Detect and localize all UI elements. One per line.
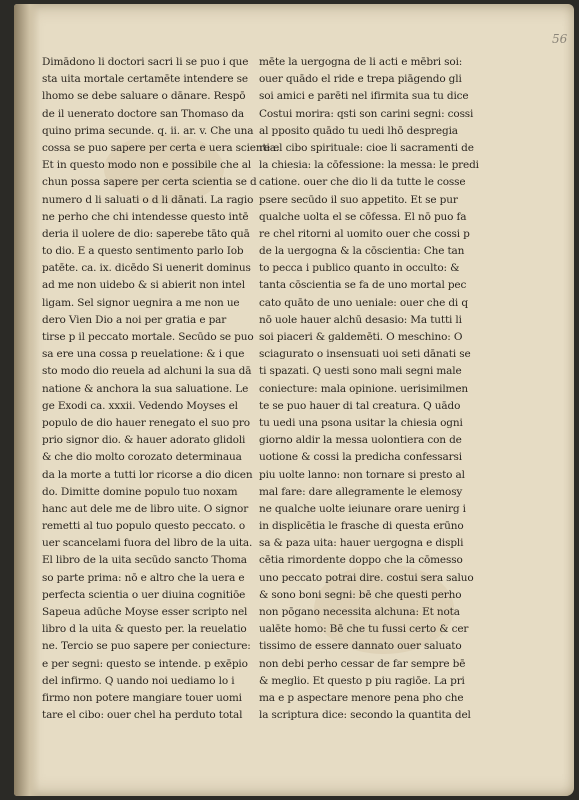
text-line: prio signor dio. & hauer adorato glidoli (42, 434, 246, 447)
text-line: remetti al tuo populo questo peccato. o (42, 520, 246, 533)
text-line: deria il uolere de dio: saperebe tāto quā (42, 227, 250, 240)
text-line: cētia rimordente doppo che la cōmesso (259, 554, 463, 567)
text-line: firmo non potere mangiare touer uomi (42, 691, 242, 704)
text-line: perfecta scientia o uer diuina cognitiōe (42, 588, 246, 601)
text-line: hanc aut dele me de libro uite. O signor (42, 502, 249, 515)
text-line: soi amici e parēti nel ifirmita sua tu dice (259, 90, 469, 103)
text-line: & che dio molto corozato determinaua (42, 451, 242, 464)
text-line: in displicētia le frasche di questa erūno (259, 520, 464, 533)
page-gutter (14, 4, 40, 796)
text-line: & meglio. Et questo p piu ragiōe. La pri (259, 674, 465, 687)
text-line: tare el cibo: ouer chel ha perduto total (42, 709, 243, 722)
text-line: soi piaceri & galdemēti. O meschino: O (259, 331, 463, 343)
text-line: natione & anchora la sua saluatione. Le (42, 382, 249, 395)
text-line: ne. Tercio se puo sapere per coniecture: (42, 640, 251, 653)
text-line: patēte. ca. ix. dicēdo Si uenerit dominus (42, 262, 251, 275)
text-line: Costui morira: qsti son carini segni: cossi (259, 107, 474, 120)
text-line: sto modo dio reuela ad alchuni la sua dā (42, 365, 252, 378)
text-line: ouer quādo el ride e trepa piāgendo gli (259, 73, 462, 86)
text-line: El libro de la uita secūdo sancto Thoma (42, 554, 247, 567)
text-line: catione. ouer che dio li da tutte le cosse (259, 176, 466, 189)
text-line: qualche uolta el se cōfessa. El nō puo fa (259, 210, 467, 223)
text-line: ne qualche uolte ieiunare orare uenirg i (259, 502, 466, 515)
text-line: la chiesia: la cōfessione: la messa: le predi (259, 159, 479, 172)
text-line: to pecca i publico quanto in occulto: & (259, 262, 460, 275)
text-line: sta uita mortale certamēte intendere se (42, 73, 248, 86)
text-line: do. Dimitte domine populo tuo noxam (42, 485, 238, 498)
text-line: ualēte homo: Bē che tu fussi certo & cer (259, 623, 469, 636)
text-line: cato quāto de uno ueniale: ouer che di q (259, 296, 468, 309)
text-line: e per segni: questo se intende. p exēpio (42, 657, 248, 670)
text-line: quino prima secunde. q. ii. ar. v. Che una (42, 124, 254, 137)
text-line: lhomo se debe saluare o dānare. Respō (42, 90, 246, 103)
text-line: to dio. E a questo sentimento parlo Iob (42, 245, 244, 258)
text-line: la scriptura dice: secondo la quantita del (259, 709, 471, 722)
text-line: ad me non uidebo & si abierit non intel (42, 279, 245, 292)
text-line: chun possa sapere per certa scientia se d (42, 176, 257, 189)
text-line: ti spazati. Q uesti sono mali segni male (259, 365, 462, 378)
text-line: te se puo hauer di tal creatura. Q uādo (259, 399, 461, 412)
text-line: non debi perho cessar de far sempre bē (259, 657, 466, 670)
text-line: Et in questo modo non e possibile che al (42, 159, 252, 172)
text-line: ne perho che chi intendesse questo intē (42, 210, 249, 223)
text-line: del infirmo. Q uando noi uediamo lo i (42, 674, 235, 687)
text-line: numero d li saluati o d li dānati. La ragio (42, 193, 254, 206)
text-line: da la morte a tutti lor ricorse a dio dicen (42, 468, 253, 481)
text-line: uer scancelami fuora del libro de la uita. (42, 537, 253, 550)
text-line: mal fare: dare allegramente le elemosy (259, 485, 463, 498)
text-line: non pōgano necessita alchuna: Et nota (259, 606, 460, 618)
text-line: tu uedi una psona usitar la chiesia ogni (259, 416, 463, 429)
text-line: nō uole hauer alchū desasio: Ma tutti li (259, 313, 462, 326)
text-line: sciagurato o insensuati uoi seti dānati se (259, 348, 471, 361)
text-line: populo de dio hauer renegato el suo pro (42, 416, 250, 429)
left-text-column (42, 54, 280, 724)
text-line: sa & paza uita: hauer uergogna e displi (259, 537, 464, 550)
text-line: sa ere una cossa p reuelatione: & i que (42, 348, 245, 361)
text-line: tirse p il peccato mortale. Secūdo se puo (42, 331, 254, 343)
text-line: tissimo de essere dannato ouer saluato (259, 640, 462, 653)
text-line: piu uolte lanno: non tornare si presto al (259, 468, 465, 481)
text-line: ligam. Sel signor uegnira a me non ue (42, 296, 240, 309)
text-line: tanta cōscientia se fa de uno mortal pec (259, 279, 467, 292)
text-line: re el cibo spirituale: cioe li sacramenti de (259, 141, 474, 154)
text-line: so parte prima: nō e altro che la uera e (42, 571, 245, 584)
text-line: al pposito quādo tu uedi lhō despregia (259, 124, 458, 137)
text-line: Sapeua adūche Moyse esser scripto nel (42, 606, 248, 618)
text-line: de il uenerato doctore san Thomaso da (42, 107, 245, 120)
right-text-column (259, 54, 479, 724)
text-line: ge Exodi ca. xxxii. Vedendo Moyses el (42, 399, 238, 412)
folio-number: 56 (552, 32, 568, 46)
text-line: giorno aldir la messa uolontiera con de (259, 434, 462, 447)
text-line: de la uergogna & la cōscientia: Che tan (259, 245, 465, 258)
text-line: ma e p aspectare menore pena pho che (259, 691, 464, 704)
text-line: re chel ritorni al uomito ouer che cossi p (259, 227, 470, 240)
text-line: uno peccato potrai dire. costui sera saluo (259, 571, 474, 584)
text-line: & sono boni segni: bē che questi perho (259, 588, 462, 601)
text-line: uotione & cossi la predicha confessarsi (259, 451, 462, 464)
text-line: psere secūdo il suo appetito. Et se pur (259, 193, 458, 206)
text-line: mēte la uergogna de li acti e mēbri soi: (259, 56, 463, 68)
text-line: cossa se puo sapere per certa e uera scientia. (42, 141, 280, 154)
text-line: dero Vien Dio a noi per gratia e par (42, 313, 227, 326)
text-line: Dimādono li doctori sacri li se puo i que (42, 56, 249, 68)
book-page (14, 4, 574, 796)
text-line: coniecture: mala opinione. uerisimilmen (259, 382, 469, 395)
text-line: libro d la uita & questo per. la reuelatio (42, 623, 247, 636)
